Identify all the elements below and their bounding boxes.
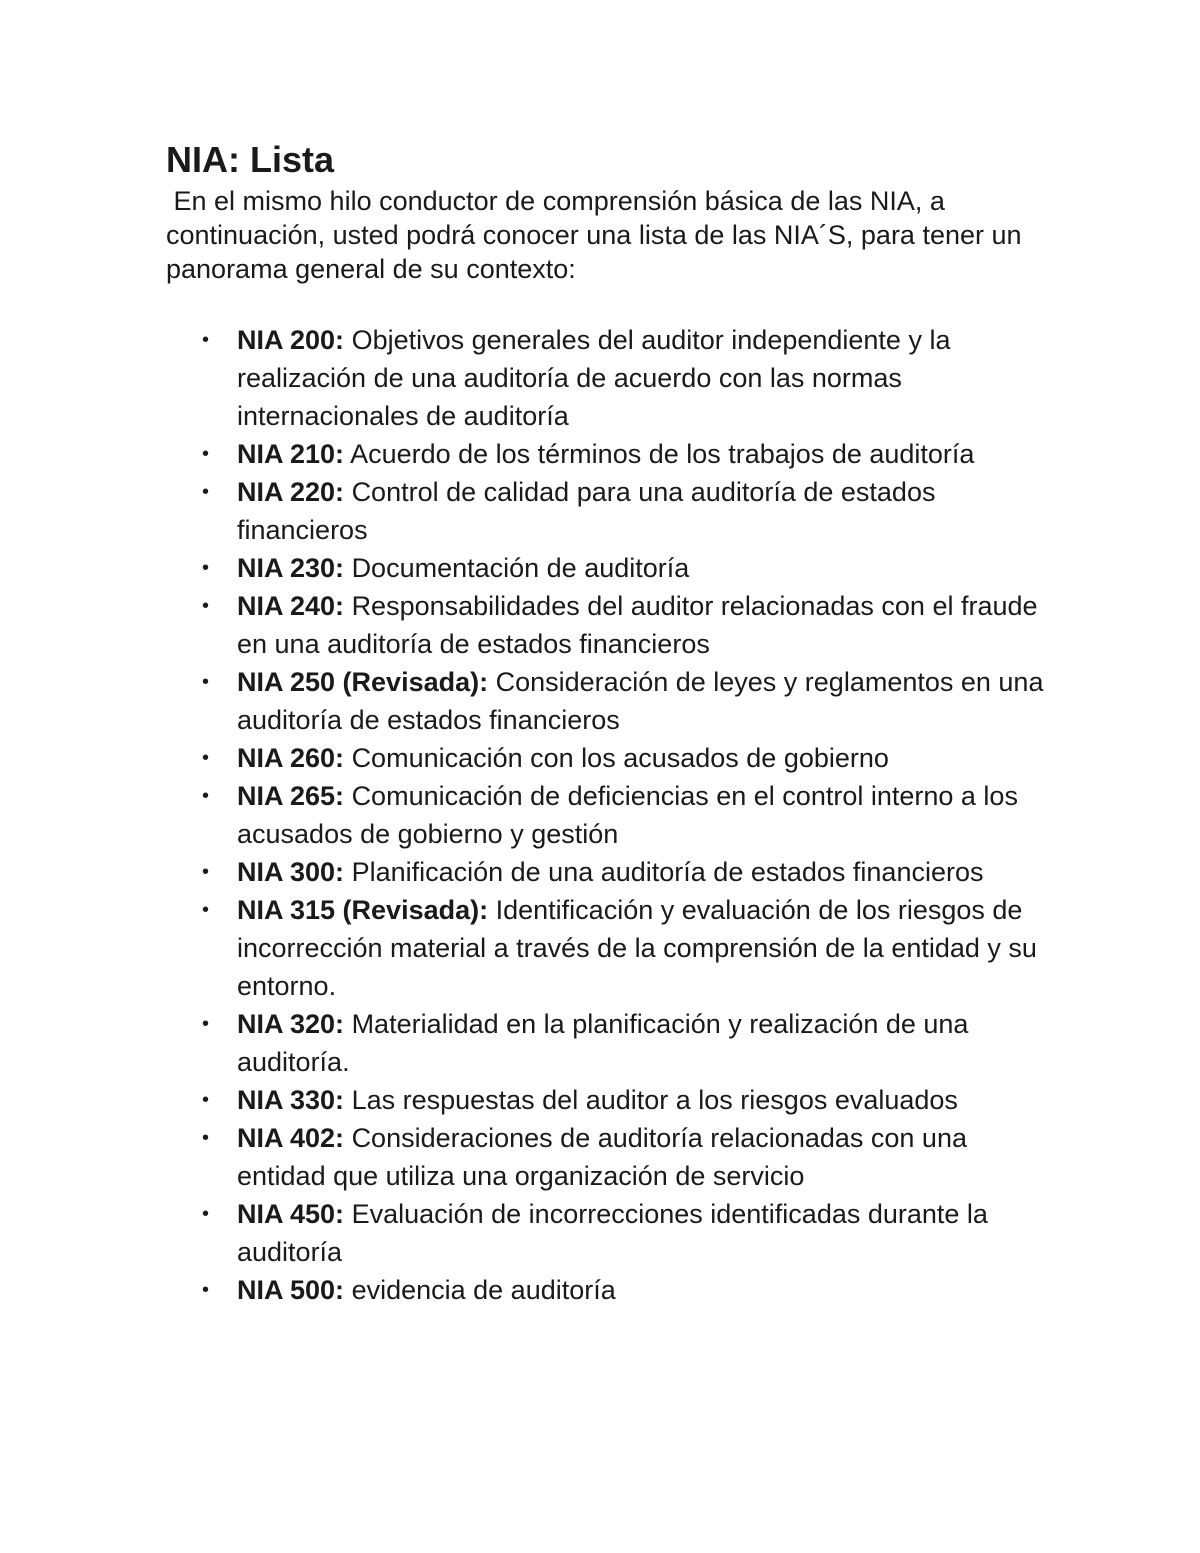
list-item	[166, 1271, 1046, 1309]
list-item	[166, 1119, 1046, 1195]
nia-code: NIA 250 (Revisada):	[237, 667, 489, 697]
list-item	[166, 321, 1046, 435]
intro-text: En el mismo hilo conductor de comprensión básica de las NIA, a continuación, usted podrá conocer una lista de las NIA´S, para tener un panorama general de su contexto:	[166, 186, 1030, 284]
nia-code: NIA 500:	[237, 1275, 345, 1305]
nia-description: Identificación y evaluación de los riesgos de incorrección material a través de la comprensión de la entidad y su entorno.	[237, 895, 1037, 1001]
list-item	[166, 549, 1046, 587]
nia-description: evidencia de auditoría	[351, 1275, 616, 1305]
nia-description: Acuerdo de los términos de los trabajos de auditoría	[350, 439, 975, 469]
list-item	[166, 777, 1046, 853]
list-item	[166, 1195, 1046, 1271]
nia-code: NIA 265:	[237, 781, 345, 811]
bullet-icon: •	[202, 557, 210, 579]
bullet-icon: •	[202, 1127, 210, 1149]
list-item	[166, 891, 1046, 1005]
bullet-icon: •	[202, 785, 210, 807]
list-item	[166, 853, 1046, 891]
intro-paragraph	[166, 184, 1046, 286]
list-item	[166, 1005, 1046, 1081]
nia-code: NIA 230:	[237, 553, 345, 583]
bullet-icon: •	[202, 595, 210, 617]
nia-description: Planificación de una auditoría de estados financieros	[351, 857, 984, 887]
bullet-icon: •	[202, 747, 210, 769]
nia-code: NIA 450:	[237, 1199, 345, 1229]
list-item	[166, 739, 1046, 777]
nia-code: NIA 210:	[237, 439, 345, 469]
document-title: NIA: Lista	[166, 139, 335, 180]
bullet-icon: •	[202, 899, 210, 921]
nia-description: Responsabilidades del auditor relacionadas con el fraude en una auditoría de estados financieros	[237, 591, 1038, 659]
bullet-icon: •	[202, 1089, 210, 1111]
list-item	[166, 1081, 1046, 1119]
bullet-icon: •	[202, 329, 210, 351]
bullet-icon: •	[202, 1013, 210, 1035]
nia-code: NIA 220:	[237, 477, 345, 507]
bullet-icon: •	[202, 671, 210, 693]
nia-code: NIA 330:	[237, 1085, 345, 1115]
nia-list	[166, 321, 1046, 1309]
nia-code: NIA 200:	[237, 325, 345, 355]
list-item	[166, 435, 1046, 473]
nia-description: Las respuestas del auditor a los riesgos evaluados	[351, 1085, 958, 1115]
nia-description: Control de calidad para una auditoría de estados financieros	[237, 477, 936, 545]
bullet-icon: •	[202, 1203, 210, 1225]
bullet-icon: •	[202, 1279, 210, 1301]
nia-code: NIA 260:	[237, 743, 345, 773]
nia-code: NIA 320:	[237, 1009, 345, 1039]
nia-description: Comunicación de deficiencias en el control interno a los acusados de gobierno y gestión	[237, 781, 1018, 849]
bullet-icon: •	[202, 443, 210, 465]
nia-code: NIA 402:	[237, 1123, 345, 1153]
nia-description: Comunicación con los acusados de gobierno	[351, 743, 889, 773]
nia-description: Consideraciones de auditoría relacionadas con una entidad que utiliza una organización de servicio	[237, 1123, 967, 1191]
nia-code: NIA 300:	[237, 857, 345, 887]
nia-description: Objetivos generales del auditor independiente y la realización de una auditoría de acuerdo con las normas internacionales de auditoría	[237, 325, 951, 431]
bullet-icon: •	[202, 861, 210, 883]
list-item	[166, 587, 1046, 663]
nia-description: Materialidad en la planificación y realización de una auditoría.	[237, 1009, 969, 1077]
nia-description: Consideración de leyes y reglamentos en una auditoría de estados financieros	[237, 667, 1044, 735]
list-item	[166, 473, 1046, 549]
nia-description: Documentación de auditoría	[351, 553, 690, 583]
bullet-icon: •	[202, 481, 210, 503]
nia-description: Evaluación de incorrecciones identificadas durante la auditoría	[237, 1199, 988, 1267]
nia-code: NIA 240:	[237, 591, 345, 621]
nia-code: NIA 315 (Revisada):	[237, 895, 489, 925]
list-item	[166, 663, 1046, 739]
